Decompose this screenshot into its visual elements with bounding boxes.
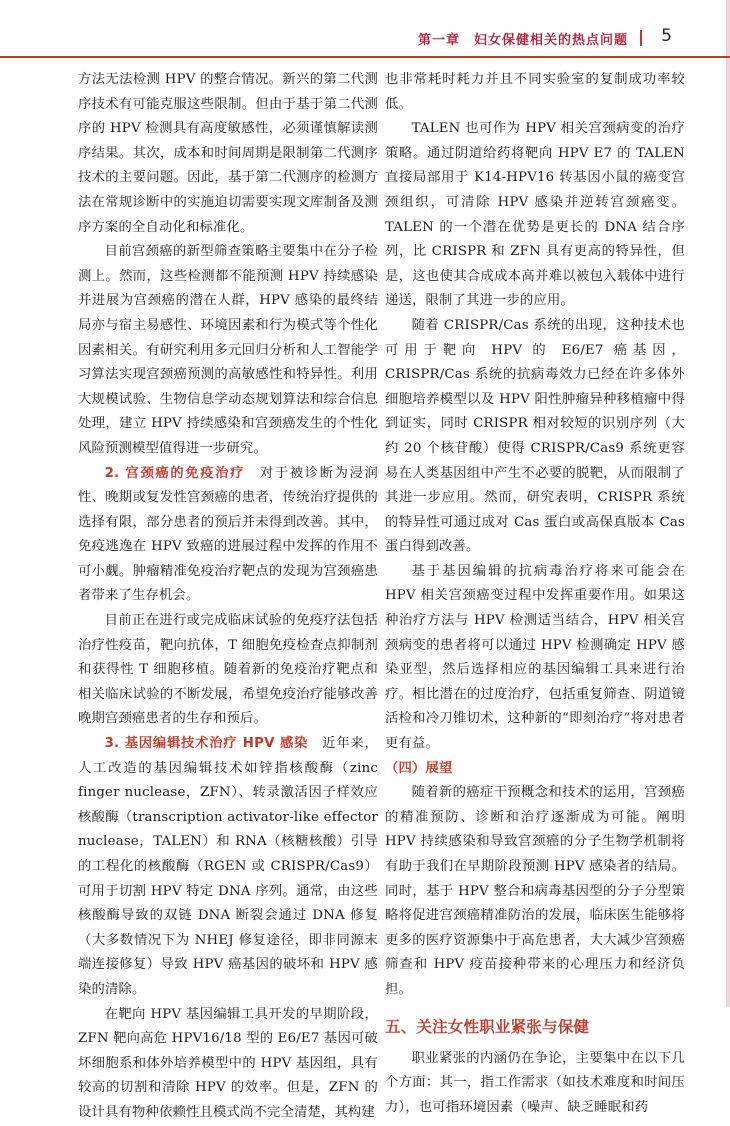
paragraph: 随着 CRISPR/Cas 系统的出现，这种技术也可用于靶向 HPV 的 E6/E7 癌基因，CRISPR/Cas 系统的抗病毒效力已经在许多体外细胞培养模型以及 HPV 阳性肿瘤异种移植瘤中得到证实，同时 CRISPR 相对较短的识别序列（大约 20 个核苷酸）使得 CRISPR/Cas9 系统更容易在人类基因组中产生不必要的脱靶，从而限制了其进一步应用。然而，研究表明，CRISPR 系统的特异性可通过成对 Cas 蛋白或高保真版本 Cas 蛋白得到改善。	[385, 317, 685, 555]
paragraph: 随着新的癌症干预概念和技术的运用，宫颈癌的精准预防、诊断和治疗逐渐成为可能。阐明 HPV 持续感染和导致宫颈癌的分子生物学机制将有助于我们在早期阶段预测 HPV 感染者的结局。同时，基于 HPV 整合和病毒基因型的分子分型策略将促进宫颈癌精准防治的发展，临床医生能够将更多的医疗资源集中于高危患者，大大减少宫颈癌筛查和 HPV 疫苗接种带来的心理压力和经济负担。	[385, 785, 685, 997]
chapter-title: 第一章 妇女保健相关的热点问题	[417, 33, 628, 48]
section-heading: 五、关注女性职业紧张与保健	[385, 1017, 590, 1036]
header-separator	[640, 30, 642, 46]
subheading-immunotherapy: 2. 宫颈癌的免疫治疗	[104, 465, 246, 481]
right-column	[385, 68, 685, 1120]
paragraph: 目前正在进行或完成临床试验的免疫疗法包括治疗性疫苗，靶向抗体，T 细胞免疫检查点抑制剂和获得性 T 细胞移植。随着新的免疫治疗靶点和相关临床试验的不断发展，希望免疫治疗能够改善晚期宫颈癌患者的生存和预后。	[78, 613, 378, 727]
left-column	[78, 68, 378, 1126]
header-rule	[0, 56, 730, 58]
paragraph-text: 近年来，人工改造的基因编辑技术如锌指核酸酶（zinc finger nuclease，ZFN）、转录激活因子样效应核酸酶（transcription activator-like effector nuclease，TALEN）和 RNA（核糖核酸）引导的工程化的核酸酶（RGEN 或 CRISPR/Cas9）可用于切割 HPV 特定 DNA 序列。通常，由这些核酸酶导致的双链 DNA 断裂会通过 DNA 修复（大多数情况下为 NHEJ 修复途径，即非同源末端连接修复）导致 HPV 癌基因的破坏和 HPV 感染的清除。	[78, 736, 378, 997]
paragraph: 目前宫颈癌的新型筛查策略主要集中在分子检测上。然而，这些检测都不能预测 HPV 持续感染并进展为宫颈癌的潜在人群，HPV 感染的最终结局亦与宿主易感性、环境因素和行为模式等个性化因素相关。有研究利用多元回归分析和人工智能学习算法实现宫颈癌预测的高敏感性和特异性。利用大规模试验、生物信息学动态规划算法和综合信息处理，建立 HPV 持续感染和宫颈癌发生的个性化风险预测模型值得进一步研究。	[78, 244, 378, 456]
paragraph: 基于基因编辑的抗病毒治疗将来可能会在 HPV 相关宫颈癌变过程中发挥重要作用。如果这种治疗方法与 HPV 检测适当结合，HPV 相关宫颈病变的患者将可以通过 HPV 检测确定 HPV 感染亚型，然后选择相应的基因编辑工具来进行治疗。相比潜在的过度治疗，包括重复筛查、阴道镜活检和冷刀锥切术，这种新的“即刻治疗”将对患者更有益。	[385, 563, 685, 752]
paragraph-text: 对于被诊断为浸润性、晚期或复发性宫颈癌的患者，传统治疗提供的选择有限，部分患者的预后并未得到改善。其中，免疫逃逸在 HPV 致癌的进展过程中发挥的作用不可小觑。肿瘤精准免疫治疗靶点的发现为宫颈癌患者带来了生存机会。	[78, 465, 378, 604]
page-header	[0, 26, 730, 56]
paragraph: 在靶向 HPV 基因编辑工具开发的早期阶段，ZFN 靶向高危 HPV16/18 型的 E6/E7 基因可破坏细胞系和体外培养模型中的 HPV 基因组，具有较高的切割和清除 HPV 的效率。但是，ZFN 的设计具有物种依赖性且模式尚不完全清楚，其构建	[78, 1006, 378, 1120]
paragraph: 也非常耗时耗力并且不同实验室的复制成功率较低。	[385, 72, 685, 112]
subheading-outlook: （四）展望	[385, 760, 453, 776]
paragraph	[78, 732, 378, 1003]
paragraph: TALEN 也可作为 HPV 相关宫颈病变的治疗策略。通过阴道给药将靶向 HPV E7 的 TALEN 直接局部用于 K14-HPV16 转基因小鼠的癌变宫颈组织，可清除 HPV 感染并逆转宫颈癌变。TALEN 的一个潜在优势是更长的 DNA 结合序列，比 CRISPR 和 ZFN 具有更高的特异性，但是，这也使其合成成本高并难以被包入载体中进行递送，限制了其进一步的应用。	[385, 121, 685, 309]
page-number: 5	[661, 26, 672, 46]
subheading-gene-editing: 3. 基因编辑技术治疗 HPV 感染	[104, 736, 309, 752]
paragraph: 方法无法检测 HPV 的整合情况。新兴的第二代测序技术有可能克服这些限制。但由于基于第二代测序的 HPV 检测具有高度敏感性，必须谨慎解读测序结果。其次，成本和时间周期是限制第二代测序技术的主要问题。因此，基于第二代测序的检测方法在常规诊断中的实施迫切需要实现文库制备及测序方案的全自动化和标准化。	[78, 72, 378, 235]
page-edge-bar	[726, 0, 730, 1007]
paragraph	[78, 462, 378, 610]
paragraph: 职业紧张的内涵仍在争论，主要集中在以下几个方面：其一，指工作需求（如技术难度和时间压力），也可指环境因素（噪声、缺乏睡眠和药	[385, 1050, 685, 1115]
